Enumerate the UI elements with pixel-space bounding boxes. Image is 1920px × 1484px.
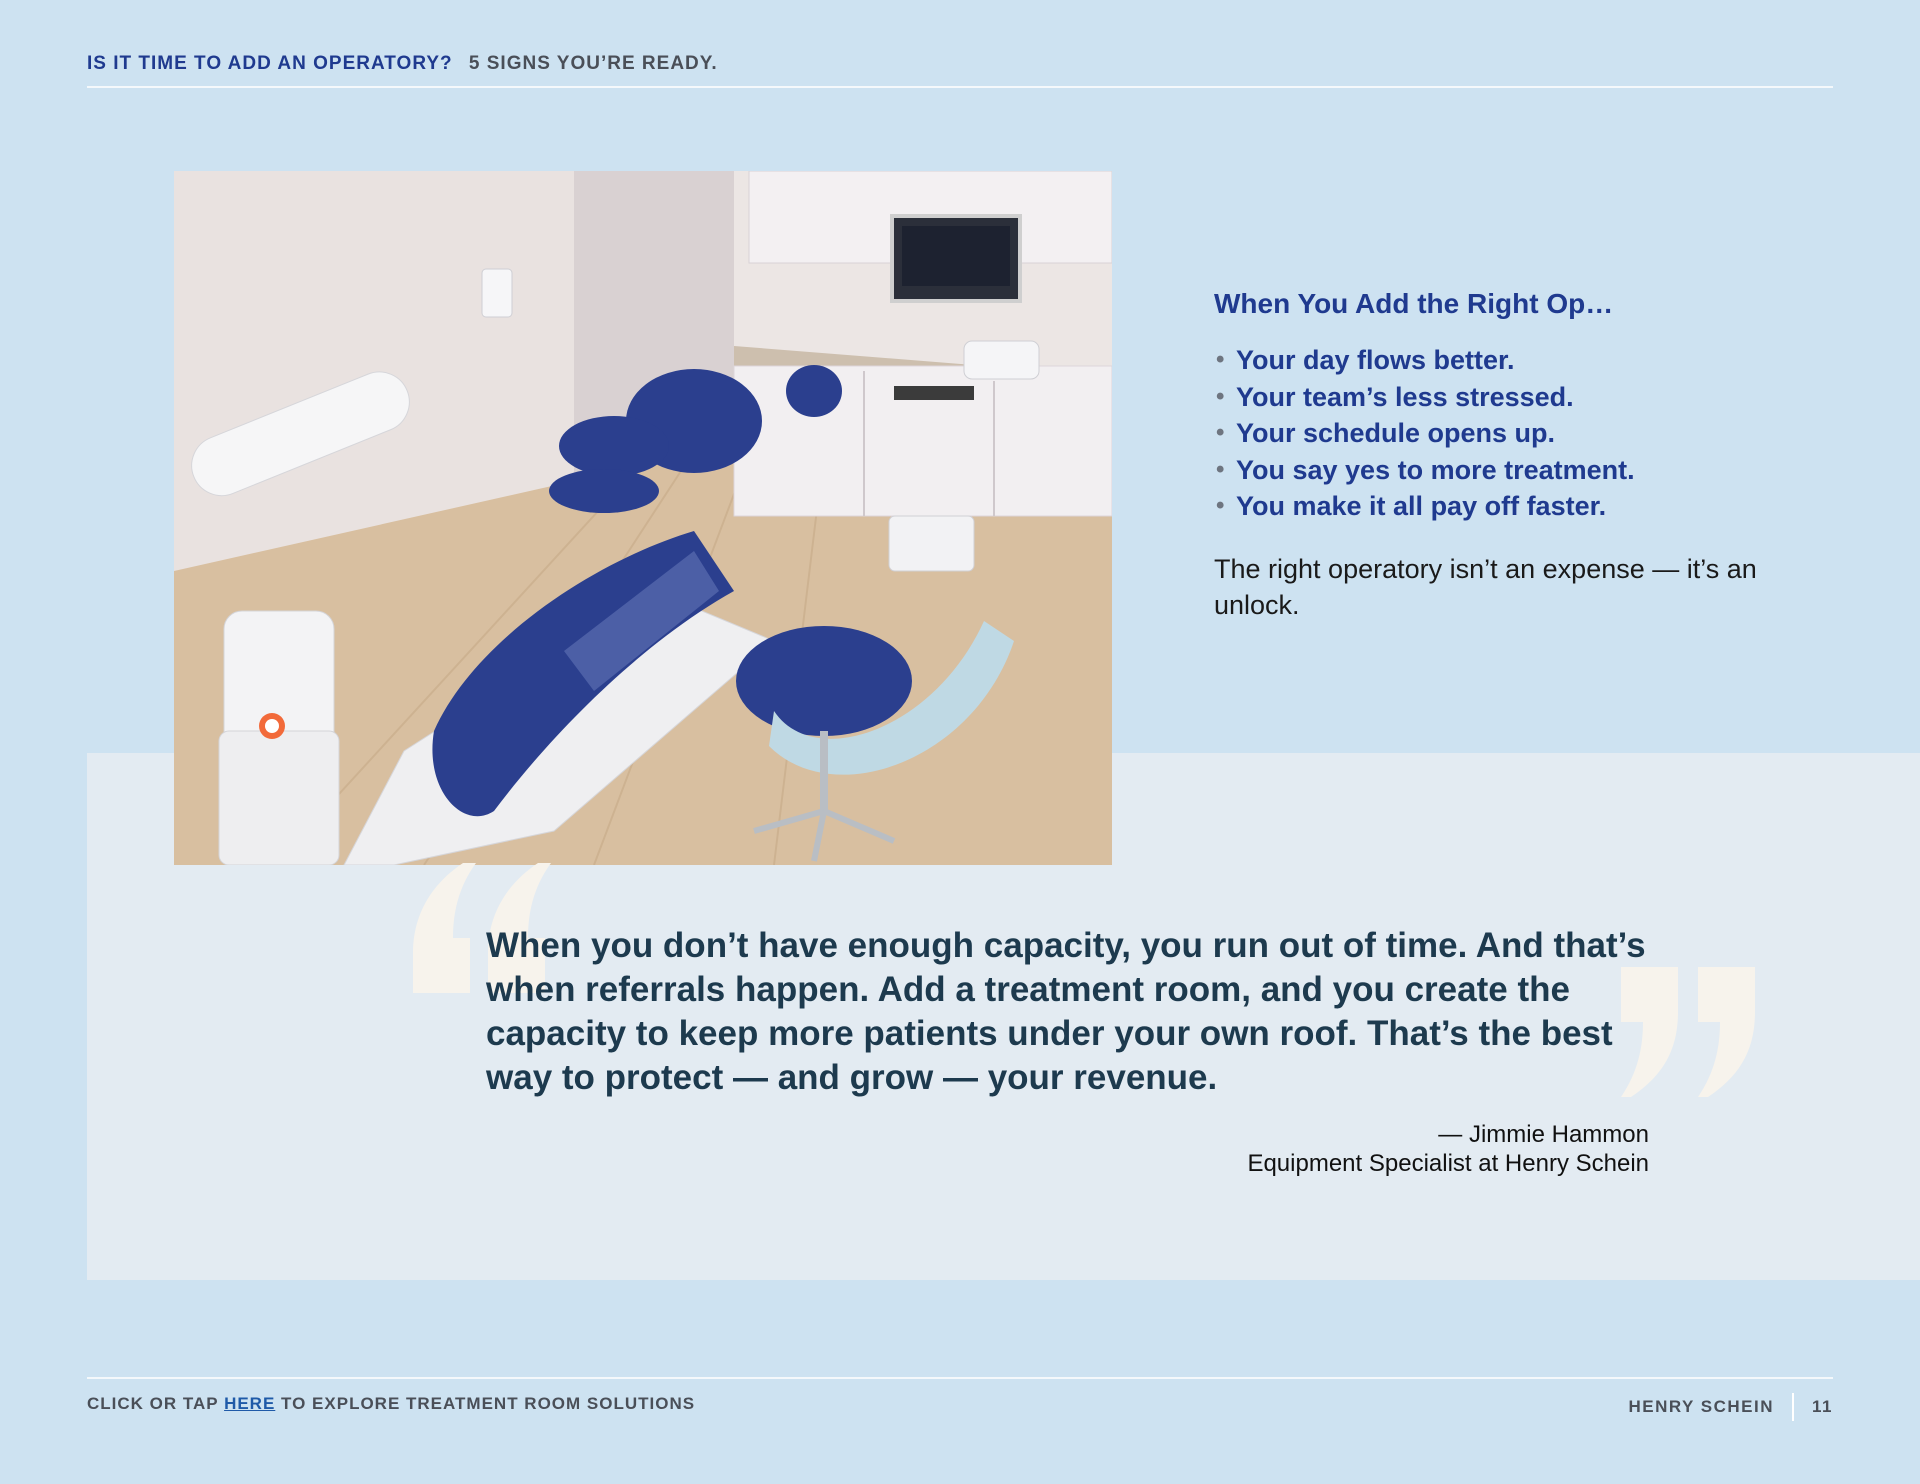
explore-solutions-link[interactable]: HERE	[224, 1394, 276, 1413]
benefit-item: • You say yes to more treatment.	[1214, 452, 1774, 489]
author-name: — Jimmie Hammon	[1438, 1121, 1649, 1148]
benefit-item: • Your team’s less stressed.	[1214, 379, 1774, 416]
benefit-item: • Your schedule opens up.	[1214, 415, 1774, 452]
testimonial-attribution	[1247, 1120, 1649, 1178]
cta-suffix: TO EXPLORE TREATMENT ROOM SOLUTIONS	[281, 1394, 696, 1413]
bullet-icon: •	[1216, 346, 1225, 373]
bullet-icon: •	[1216, 455, 1225, 483]
benefits-note: The right operatory isn’t an expense — it’s an unlock.	[1214, 553, 1757, 620]
cta-prefix: CLICK OR TAP	[87, 1394, 219, 1413]
benefits-list	[1214, 342, 1774, 525]
benefit-item: • You make it all pay off faster.	[1214, 488, 1774, 525]
benefits-title: When You Add the Right Op…	[1214, 288, 1614, 319]
benefits-section	[1214, 288, 1774, 623]
footer-cta	[87, 1394, 695, 1414]
brand-name: HENRY SCHEIN	[1628, 1397, 1775, 1416]
bullet-icon: •	[1216, 492, 1225, 519]
benefit-item: • Your day flows better.	[1214, 342, 1774, 379]
operatory-illustration	[174, 171, 1112, 865]
bullet-icon: •	[1216, 419, 1225, 446]
footer-separator	[1792, 1393, 1794, 1421]
header-divider	[87, 86, 1833, 88]
footer-brand-area	[1628, 1393, 1833, 1421]
author-title: Equipment Specialist at Henry Schein	[1247, 1150, 1649, 1177]
page-header	[87, 53, 1833, 75]
testimonial-quote: When you don’t have enough capacity, you run out of time. And that’s when referrals happen. Add a treatment room, and you create the capacity to keep more patients under your own roof. That’s the best way to protect — and grow — your revenue.	[486, 926, 1646, 1097]
header-title: IS IT TIME TO ADD AN OPERATORY?	[87, 53, 453, 74]
header-subtitle: 5 SIGNS YOU’RE READY.	[468, 53, 718, 74]
bullet-icon: •	[1216, 382, 1225, 410]
operatory-photo	[174, 171, 1112, 865]
page-number: 11	[1812, 1397, 1833, 1416]
footer-divider	[87, 1377, 1833, 1379]
